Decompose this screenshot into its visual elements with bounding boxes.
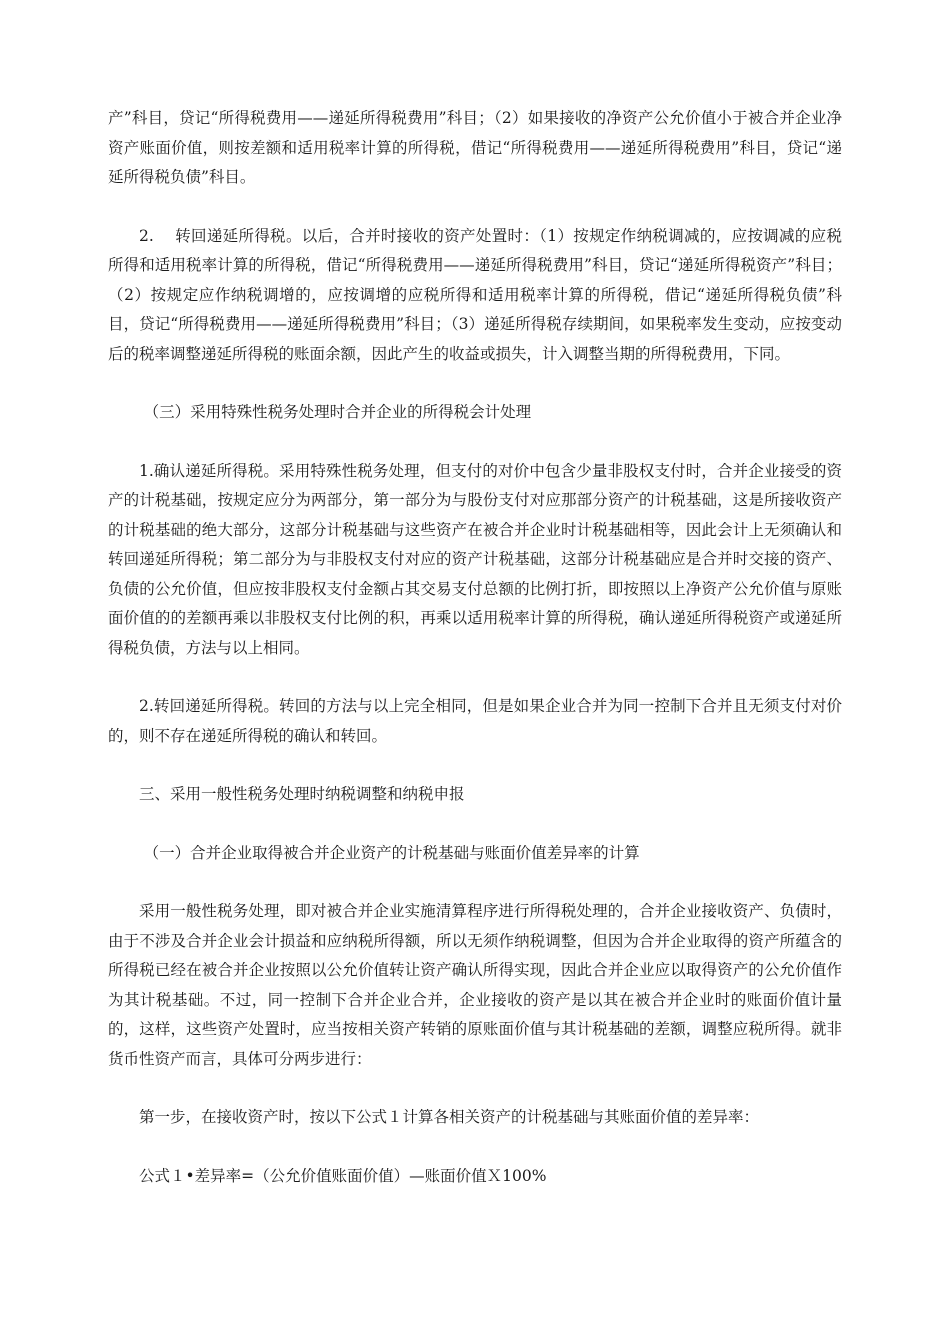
paragraph-general-tax-treatment: 采用一般性税务处理，即对被合并企业实施清算程序进行所得税处理的，合并企业接收资产、负债时，由于不涉及合并企业会计损益和应纳税所得额，所以无须作纳税调整，但因为合并企业取得的资产所蕴含的所得税已经在被合并企业按照以公允价值转让资产确认所得实现，因此合并企业应以取得资产的公允价值作为其计税基础。不过，同一控制下合并企业合并，企业接收的资产是以其在被合并企业时的账面价值计量的，这样，这些资产处置时，应当按相关资产转销的原账面价值与其计税基础的差额，调整应税所得。就非货币性资产而言，具体可分两步进行： xyxy=(108,902,842,1068)
section-heading-general-tax: 三、采用一般性税务处理时纳税调整和纳税申报 xyxy=(139,785,465,803)
section-heading-special-tax: （三）采用特殊性税务处理时合并企业的所得税会计处理 xyxy=(143,403,532,421)
document-page xyxy=(108,104,842,1191)
paragraph-reverse-deferred-tax-2: 2.转回递延所得税。转回的方法与以上完全相同，但是如果企业合并为同一控制下合并且无须支付对价的，则不存在递延所得税的确认和转回。 xyxy=(108,697,842,745)
paragraph-reverse-deferred-tax: 2. 转回递延所得税。以后，合并时接收的资产处置时：（1）按规定作纳税调减的，应按调减的应税所得和适用税率计算的所得税，借记“所得税费用——递延所得税费用”科目，贷记“递延所得税资产”科目；（2）按规定应作纳税调增的，应按调增的应税所得和适用税率计算的所得税，借记“递延所得税负债”科目，贷记“所得税费用——递延所得税费用”科目；（3）递延所得税存续期间，如果税率发生变动，应按变动后的税率调整递延所得税的账面余额，因此产生的收益或损失，计入调整当期的所得税费用，下同。 xyxy=(108,226,842,363)
paragraph-recognize-deferred-tax: 1.确认递延所得税。采用特殊性税务处理，但支付的对价中包含少量非股权支付时，合并企业接受的资产的计税基础，按规定应分为两部分，第一部分为与股份支付对应那部分资产的计税基础，这是所接收资产的计税基础的绝大部分，这部分计税基础与这些资产在被合并企业时计税基础相等，因此会计上无须确认和转回递延所得税；第二部分为与非股权支付对应的资产计税基础，这部分计税基础应是合并时交接的资产、负债的公允价值，但应按非股权支付金额占其交易支付总额的比例打折，即按照以上净资产公允价值与原账面价值的的差额再乘以非股权支付比例的积，再乘以适用税率计算的所得税，确认递延所得税资产或递延所得税负债，方法与以上相同。 xyxy=(108,461,842,657)
paragraph-continuation: 产”科目，贷记“所得税费用——递延所得税费用”科目；（2）如果接收的净资产公允价值小于被合并企业净资产账面价值，则按差额和适用税率计算的所得税，借记“所得税费用——递延所得税费用”科目，贷记“递延所得税负债”科目。 xyxy=(108,109,842,186)
subsection-heading-difference-rate: （一）合并企业取得被合并企业资产的计税基础与账面价值差异率的计算 xyxy=(143,843,640,862)
formula-one: 公式１•差异率=（公允价值账面价值）—账面价值Ｘ100% xyxy=(139,1166,547,1185)
paragraph-step-one: 第一步，在接收资产时，按以下公式１计算各相关资产的计税基础与其账面价值的差异率： xyxy=(139,1108,760,1126)
